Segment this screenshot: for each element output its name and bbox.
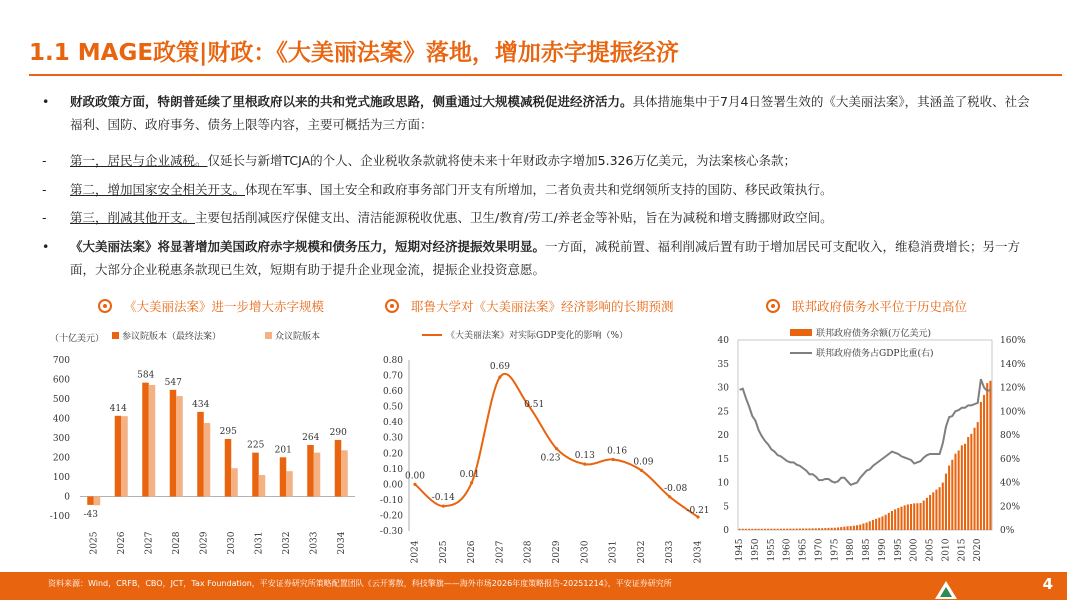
- bar: [259, 475, 266, 496]
- y-tick-label: 600: [52, 375, 70, 386]
- x-tick-label: 2026: [467, 540, 478, 564]
- bar: [748, 529, 750, 530]
- bar: [961, 445, 963, 530]
- x-tick-label: 1975: [830, 538, 841, 562]
- y-tick-label: -0.30: [379, 527, 403, 537]
- dash-marker: -: [42, 153, 47, 168]
- bar: [799, 529, 801, 530]
- legend-swatch: [790, 329, 812, 336]
- bar: [286, 471, 293, 496]
- x-tick-label: 1965: [798, 538, 809, 562]
- y-tick-label: 40: [717, 336, 729, 346]
- bullet-body-text: 仅延长与新增TCJA的个人、企业税收条款就将使未来十年财政赤字增加5.326万亿美元，为法案核心条款；: [207, 153, 796, 168]
- bar: [913, 503, 915, 530]
- bar: [87, 497, 94, 505]
- y-tick-label: 0.60: [382, 387, 403, 398]
- y-tick-label: 10: [717, 478, 729, 489]
- legend-label: 联邦政府债务余额(万亿美元): [816, 329, 932, 339]
- bar: [121, 416, 128, 496]
- bar: [115, 416, 122, 497]
- bar: [916, 503, 918, 530]
- y2-tick-label: 0%: [1000, 526, 1015, 536]
- y2-tick-label: 160%: [1000, 336, 1026, 346]
- bar: [983, 395, 985, 530]
- chart2-title: 耶鲁大学对《大美丽法案》经济影响的长期预测: [385, 297, 674, 315]
- bar: [818, 528, 820, 530]
- data-point: [498, 376, 501, 379]
- bar: [951, 460, 953, 530]
- target-icon: [766, 299, 780, 313]
- y-tick-label: 20: [717, 431, 729, 441]
- x-tick-label: 1955: [766, 538, 777, 562]
- plot-frame: [738, 340, 992, 530]
- bar: [197, 412, 204, 497]
- bar: [847, 526, 849, 530]
- bar: [974, 428, 976, 530]
- bar: [869, 521, 871, 530]
- bar: [314, 453, 321, 497]
- bar: [808, 528, 810, 530]
- bar: [907, 504, 909, 530]
- title-divider: [29, 74, 1062, 76]
- data-label: 0.00: [404, 471, 426, 482]
- x-tick-label: 2025: [89, 531, 100, 555]
- bar: [948, 466, 950, 530]
- bullet-fiscal-policy: [70, 90, 1030, 136]
- bar: [837, 527, 839, 530]
- bar: [904, 505, 906, 530]
- bar: [958, 450, 960, 530]
- y-unit-label: （十亿美元）: [50, 334, 105, 344]
- bar: [789, 529, 791, 530]
- bar: [980, 402, 982, 530]
- data-label: 0.09: [633, 457, 654, 468]
- x-tick-label: 2030: [226, 531, 237, 555]
- bullet-marker: •: [42, 239, 50, 254]
- pingan-logo-icon: [934, 580, 958, 600]
- bar: [773, 529, 775, 530]
- data-label: 0.23: [540, 453, 561, 464]
- data-point: [442, 505, 445, 508]
- bar: [862, 523, 864, 530]
- bar: [94, 497, 101, 506]
- x-tick-label: 1980: [846, 538, 857, 562]
- y-tick-label: 700: [52, 356, 70, 366]
- bar: [888, 513, 890, 530]
- bar: [897, 508, 899, 530]
- dash-marker: -: [42, 210, 47, 225]
- data-label: 264: [302, 433, 320, 444]
- bar: [932, 492, 934, 530]
- x-tick-label: 1985: [862, 538, 873, 562]
- bar: [920, 503, 922, 530]
- legend-label: 联邦政府债务占GDP比重(右): [816, 349, 934, 359]
- x-tick-label: 2031: [608, 540, 619, 564]
- legend-swatch: [265, 332, 272, 339]
- legend-label: 参议院版本（最终法案）: [122, 332, 222, 342]
- bar: [894, 509, 896, 530]
- bar: [761, 529, 763, 530]
- bar: [824, 528, 826, 530]
- bar: [770, 529, 772, 530]
- bar: [783, 529, 785, 530]
- bar: [923, 501, 925, 530]
- data-point: [668, 495, 671, 498]
- bar: [942, 483, 944, 530]
- bar: [970, 434, 972, 530]
- bullet-tax-cuts: [70, 149, 1030, 172]
- data-label: 0.16: [607, 446, 628, 457]
- data-point: [413, 483, 416, 486]
- x-tick-label: 2015: [957, 538, 968, 562]
- bar: [872, 520, 874, 530]
- bar: [745, 529, 747, 530]
- bar: [945, 474, 947, 530]
- data-point: [555, 447, 558, 450]
- bar: [176, 396, 183, 496]
- bar: [812, 528, 814, 530]
- x-tick-label: 2032: [281, 531, 292, 555]
- y-tick-label: 500: [52, 395, 70, 405]
- data-label: 0.69: [489, 362, 510, 373]
- bar: [751, 529, 753, 530]
- target-icon: [385, 299, 399, 313]
- bar: [843, 527, 845, 530]
- bar: [780, 529, 782, 530]
- bar: [866, 523, 868, 530]
- data-label: 0.51: [524, 400, 545, 411]
- y-tick-label: 0.40: [382, 418, 403, 429]
- bullet-deficit-impact: [70, 235, 1030, 281]
- x-tick-label: 2027: [144, 531, 155, 555]
- bar: [815, 528, 817, 530]
- x-tick-label: 1995: [893, 538, 904, 562]
- bar: [853, 526, 855, 530]
- bar: [850, 526, 852, 530]
- y-tick-label: 0.80: [382, 356, 403, 366]
- x-tick-label: 1945: [735, 538, 746, 562]
- x-tick-label: 2026: [116, 531, 127, 555]
- bar: [758, 529, 760, 530]
- x-tick-label: 2010: [941, 538, 952, 562]
- y-tick-label: 0.20: [382, 449, 403, 460]
- page-number: 4: [1042, 575, 1053, 593]
- x-tick-label: 2033: [309, 531, 320, 555]
- bar: [341, 450, 348, 496]
- bar: [885, 515, 887, 530]
- legend-swatch: [112, 332, 119, 339]
- bar: [989, 381, 991, 530]
- x-tick-label: 2034: [693, 540, 704, 564]
- y-tick-label: 0.70: [382, 371, 403, 382]
- x-tick-label: 2027: [495, 540, 506, 564]
- x-tick-label: 2005: [925, 538, 936, 562]
- bar: [231, 468, 238, 496]
- bar: [856, 525, 858, 530]
- bullet-body-text: 具体措施集中于7月4日签署生效的《大美丽法案》，其涵盖了税收、社会福利、国防、政府事务、债务上限等内容，主要可概括为三方面：: [70, 94, 1030, 132]
- data-label: -43: [83, 509, 98, 520]
- bar: [986, 383, 988, 530]
- bar: [954, 454, 956, 530]
- data-label: 0.13: [574, 451, 595, 462]
- bullet-underlined-text: 第二，增加国家安全相关开支。: [70, 182, 246, 197]
- bar: [786, 529, 788, 530]
- bar: [805, 528, 807, 530]
- y-tick-label: -0.20: [379, 511, 403, 522]
- y-tick-label: 400: [52, 414, 70, 425]
- x-tick-label: 2028: [171, 531, 182, 555]
- data-label: 201: [274, 445, 292, 456]
- bullet-underlined-text: 第一，居民与企业减税。: [70, 153, 208, 168]
- bullet-bold-text: 《大美丽法案》将显著增加美国政府赤字规模和债务压力，短期对经济提振效果明显。: [70, 239, 546, 254]
- bullet-underlined-text: 第三，削减其他开支。: [70, 210, 196, 225]
- y2-tick-label: 20%: [1000, 502, 1021, 513]
- data-label: 547: [164, 377, 182, 388]
- bar: [900, 507, 902, 530]
- bar: [821, 528, 823, 530]
- bar: [939, 487, 941, 530]
- y-tick-label: 300: [52, 434, 70, 444]
- x-tick-label: 2030: [580, 540, 591, 564]
- bar: [929, 495, 931, 530]
- y-tick-label: 15: [717, 454, 729, 465]
- bar: [777, 529, 779, 530]
- data-label: -0.08: [664, 483, 688, 494]
- series-line: [415, 374, 698, 517]
- bar: [831, 528, 833, 530]
- x-tick-label: 2024: [410, 540, 421, 564]
- bar: [859, 525, 861, 530]
- x-tick-label: 2000: [909, 538, 920, 562]
- y-tick-label: 200: [52, 453, 70, 464]
- bar: [142, 383, 149, 497]
- bar: [149, 385, 156, 497]
- x-tick-label: 2032: [636, 540, 647, 564]
- bullet-marker: •: [42, 94, 50, 109]
- x-tick-label: 2031: [254, 531, 265, 555]
- x-tick-label: 2033: [665, 540, 676, 564]
- x-tick-label: 2025: [438, 540, 449, 564]
- bar: [926, 498, 928, 530]
- bar: [204, 423, 211, 497]
- bar: [802, 528, 804, 530]
- bar: [964, 444, 966, 530]
- y-tick-label: 30: [717, 383, 729, 394]
- bullet-body-text: 主要包括削减医疗保健支出、清洁能源税收优惠、卫生/教育/劳工/养老金等补贴，旨在为减税和增支腾挪财政空间。: [195, 210, 833, 225]
- y2-tick-label: 40%: [1000, 478, 1021, 489]
- footer-source: 资料来源：Wind，CRFB，CBO，JCT，Tax Foundation，平安证券研究所策略配置团队《云开雾散，科技擎旗——海外市场2026年度策略报告-20251214》，平安证券研究所: [48, 579, 672, 588]
- x-tick-label: 2028: [523, 540, 534, 564]
- target-icon: [98, 299, 112, 313]
- y2-tick-label: 60%: [1000, 454, 1021, 465]
- data-label: 290: [329, 427, 347, 438]
- bar: [881, 516, 883, 530]
- bar: [307, 445, 314, 496]
- data-label: 414: [109, 403, 127, 414]
- gdp-impact-line-chart: [370, 322, 710, 570]
- data-label: -0.21: [686, 506, 710, 517]
- data-label: 295: [219, 426, 237, 437]
- data-point: [470, 481, 473, 484]
- bar: [252, 453, 259, 497]
- y-tick-label: -0.10: [379, 495, 403, 506]
- y-tick-label: 0: [64, 492, 70, 503]
- chart1-title: 《大美丽法案》进一步增大赤字规模: [98, 297, 324, 315]
- bar: [280, 457, 287, 496]
- bar: [910, 504, 912, 530]
- bullet-spending-cuts: [70, 206, 1030, 229]
- dash-marker: -: [42, 182, 47, 197]
- y2-tick-label: 120%: [1000, 383, 1026, 394]
- y-tick-label: 5: [723, 502, 729, 513]
- x-tick-label: 2029: [552, 540, 562, 564]
- bar: [834, 528, 836, 530]
- data-label: 225: [247, 440, 265, 451]
- y-tick-label: 0.30: [382, 433, 403, 444]
- bar: [891, 511, 893, 530]
- y2-tick-label: 100%: [1000, 407, 1026, 418]
- bar: [335, 440, 342, 497]
- x-tick-label: 1960: [782, 538, 793, 562]
- x-tick-label: 1990: [877, 538, 888, 562]
- chart3-title: 联邦政府债务水平位于历史高位: [766, 297, 967, 315]
- y-tick-label: 0.50: [382, 402, 403, 413]
- bar: [840, 527, 842, 530]
- data-label: 434: [192, 399, 210, 410]
- bar: [967, 437, 969, 530]
- bullet-security-spending: [70, 178, 1030, 201]
- y-tick-label: 0.00: [382, 480, 403, 491]
- data-label: 0.01: [459, 469, 480, 480]
- deficit-bar-chart: [40, 322, 370, 570]
- y-tick-label: 0: [723, 526, 729, 536]
- y2-tick-label: 80%: [1000, 431, 1021, 441]
- y-tick-label: 0.10: [382, 464, 403, 475]
- bar: [754, 529, 756, 530]
- x-tick-label: 1950: [750, 538, 761, 562]
- bar: [739, 529, 741, 530]
- data-point: [583, 463, 586, 466]
- x-tick-label: 2034: [336, 531, 347, 555]
- bar: [170, 390, 177, 497]
- bar: [225, 439, 232, 497]
- y-tick-label: 100: [52, 473, 70, 483]
- x-tick-label: 2020: [973, 538, 984, 562]
- bullet-body-text: 一方面，减税前置、福利削减后置有助于增加居民可支配收入，维稳消费增长；另一方面，大部分企业税惠条款现已生效，短期有助于提升企业现金流，提振企业投资意愿。: [70, 239, 1021, 277]
- data-label: -0.14: [431, 493, 455, 504]
- bar: [793, 529, 795, 530]
- x-tick-label: 2029: [199, 531, 210, 555]
- bullet-bold-text: 财政政策方面，特朗普延续了里根政府以来的共和党式施政思路，侧重通过大规模减税促进经济活力。: [70, 94, 633, 109]
- bar: [767, 529, 769, 530]
- bar: [827, 528, 829, 530]
- bar: [935, 490, 937, 530]
- x-tick-label: 1970: [814, 538, 825, 562]
- page-title: 1.1 MAGE政策|财政：《大美丽法案》落地，增加赤字提振经济: [29, 40, 679, 66]
- bar: [796, 529, 798, 530]
- legend-label: 众议院版本: [275, 332, 321, 342]
- y-tick-label: -100: [49, 512, 70, 522]
- y-tick-label: 25: [717, 407, 729, 418]
- bar: [764, 529, 766, 530]
- data-point: [612, 458, 615, 461]
- bar: [742, 529, 744, 530]
- federal-debt-chart: [710, 322, 1067, 570]
- bar: [878, 518, 880, 530]
- bullet-body-text: 体现在军事、国土安全和政府事务部门开支有所增加，二者负责共和党纲领所支持的国防、移民政策执行。: [245, 182, 833, 197]
- bar: [875, 519, 877, 530]
- legend-label: 《大美丽法案》对实际GDP变化的影响（%）: [446, 331, 629, 341]
- y2-tick-label: 140%: [1000, 359, 1026, 370]
- y-tick-label: 35: [717, 359, 729, 370]
- data-label: 584: [137, 370, 155, 381]
- bar: [977, 422, 979, 530]
- data-point: [640, 469, 643, 472]
